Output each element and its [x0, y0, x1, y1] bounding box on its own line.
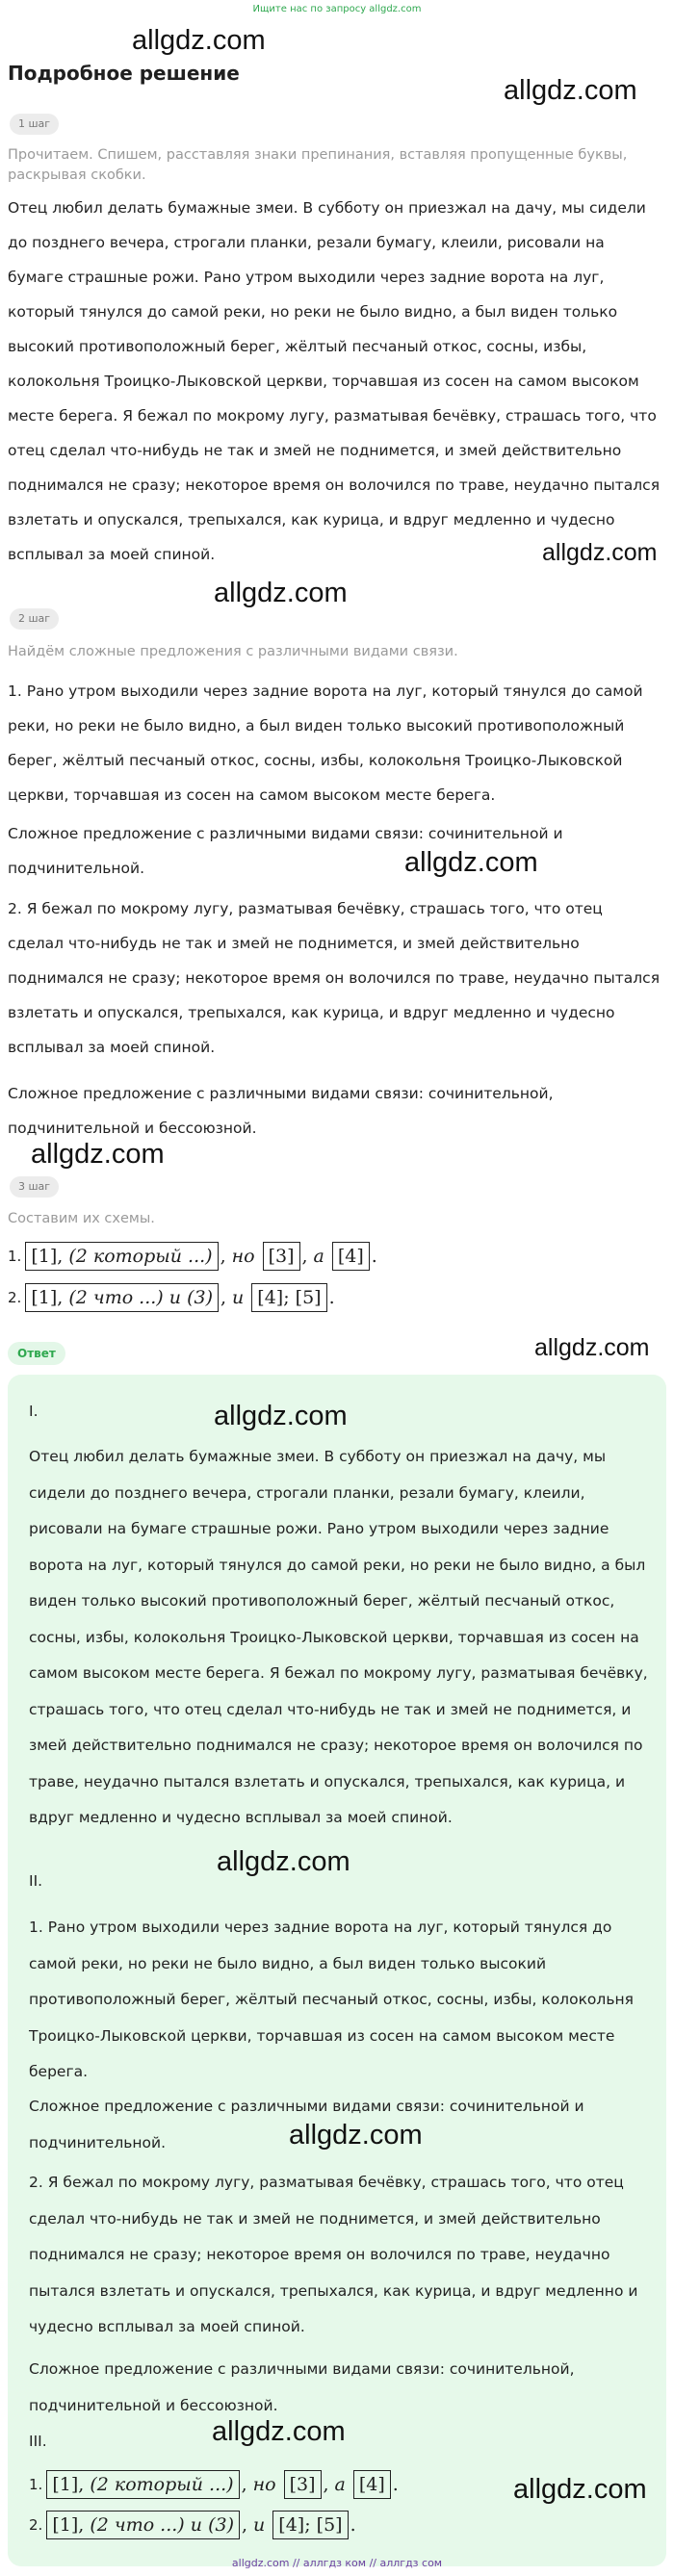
clause: [5]	[295, 1287, 322, 1308]
scheme-number: 1.	[8, 1248, 22, 1265]
step-badge: 1 шаг	[10, 114, 59, 135]
punct: .	[371, 1246, 377, 1267]
clause: (3)	[187, 1287, 213, 1308]
answer-part-label: II.	[29, 1872, 43, 1890]
punct: ,	[57, 1246, 64, 1267]
answer-part-label: III.	[29, 2433, 47, 2450]
answer-paragraph: 2. Я бежал по мокрому лугу, разматывая бечёвку, страшась того, что отец сделал что-нибудь не так и змей не поднимется, и змей действительно поднимался не сразу; некоторое время он волочился по траве, неудачно пытался взлетать и опускался, трепыхался, как курица, и вдруг медленно и чудесно всплывал за моей спиной.	[29, 2174, 638, 2335]
answer-paragraph: 1. Рано утром выходили через задние ворота на луг, который тянулся до самой реки, но реки не было видно, а был виден только высокий противоположный берег, жёлтый песчаный откос, сосны, избы, колокольня Троицко-Лыковской церкви, торчавшая из сосен на самом высоком месте берега.	[29, 1919, 634, 2080]
punct: ,	[241, 2474, 247, 2495]
step-description: Прочитаем. Спишем, расставляя знаки препинания, вставляя пропущенные буквы, раскрывая скобки.	[8, 147, 628, 183]
watermark: allgdz.com	[214, 578, 348, 608]
step-paragraph: 2. Я бежал по мокрому лугу, разматывая бечёвку, страшась того, что отец сделал что-нибудь не так и змей не поднимется, и змей действительно поднимался не сразу; некоторое время он волочился по траве, неудачно пытался взлетать и опускался, трепыхался, как курица, и вдруг медленно и чудесно всплывал за моей спиной.	[8, 900, 661, 1056]
scheme-1	[8, 1240, 377, 1273]
clause: [5]	[316, 2514, 343, 2536]
punct: ,	[323, 2474, 329, 2495]
answer-paragraph: Сложное предложение с различными видами связи: сочинительной и подчинительной.	[29, 2098, 584, 2151]
scheme-outer-box	[25, 1283, 219, 1312]
punct: ,	[78, 2474, 85, 2495]
conjunction: и	[253, 2514, 266, 2536]
top-banner[interactable]: Ищите нас по запросу allgdz.com	[252, 4, 422, 14]
clause: (2 что ...)	[90, 2514, 185, 2536]
conjunction: но	[231, 1246, 255, 1267]
watermark: allgdz.com	[212, 2416, 346, 2447]
conjunction: а	[334, 2474, 346, 2495]
answer-part-label: I.	[29, 1403, 39, 1420]
watermark: allgdz.com	[289, 2120, 423, 2151]
step-badge: 3 шаг	[10, 1176, 59, 1198]
punct: ,	[220, 1287, 227, 1308]
punct: ,	[241, 2514, 248, 2536]
watermark: allgdz.com	[504, 75, 637, 106]
clause-box: [3]	[263, 1242, 300, 1271]
punct: ;	[304, 2514, 311, 2536]
punct: ,	[78, 2514, 85, 2536]
step-text: Отец любил делать бумажные змеи. В субботу он приезжал на дачу, мы сидели до позднего вечера, строгали планки, резали бумагу, клеили, рисовали на бумаге страшные рожи. Рано утром выходили через задние ворота на луг, который тянулся до самой реки, но реки не было видно, а был виден только высокий противоположный берег, жёлтый песчаный откос, сосны, избы, колокольня Троицко-Лыковской церкви, торчавшая из сосен на самом высоком месте берега. Я бежал по мокрому лугу, разматывая бечёвку, страшась того, что отец сделал что-нибудь не так и змей не поднимется, и змей действительно поднимался не сразу; некоторое время он волочился по траве, неудачно пытался взлетать и опускался, трепыхался, как курица, и вдруг медленно и чудесно всплывал за моей спиной.	[8, 199, 661, 563]
punct: .	[350, 2514, 356, 2536]
scheme-2	[8, 1281, 335, 1314]
scheme-outer-box	[46, 2511, 240, 2539]
step-description: Составим их схемы.	[8, 1211, 155, 1226]
conjunction: а	[313, 1246, 324, 1267]
scheme-number: 2.	[29, 2516, 43, 2534]
watermark: allgdz.com	[534, 1334, 650, 1361]
step-paragraph: Сложное предложение с различными видами связи: сочинительной и подчинительной.	[8, 825, 563, 877]
punct: ,	[220, 1246, 226, 1267]
punct: ,	[301, 1246, 308, 1267]
step-badge: 2 шаг	[10, 608, 59, 630]
punct: .	[328, 1287, 335, 1308]
clause: [4]	[278, 2514, 305, 2536]
punct: .	[392, 2474, 399, 2495]
clause: [1]	[52, 2474, 79, 2495]
clause: (2 который ...)	[90, 2474, 234, 2495]
scheme-outer-box	[25, 1242, 218, 1271]
clause: (2 который ...)	[68, 1246, 213, 1267]
watermark: allgdz.com	[214, 1401, 348, 1431]
conjunction: и	[168, 1287, 182, 1308]
clause: [1]	[31, 1287, 58, 1308]
punct: ,	[57, 1287, 64, 1308]
step-paragraph: 1. Рано утром выходили через задние ворота на луг, который тянулся до самой реки, но реки не было видно, а был виден только высокий противоположный берег, жёлтый песчаный откос, сосны, избы, колокольня Троицко-Лыковской церкви, торчавшая из сосен на самом высоком месте берега.	[8, 683, 643, 804]
watermark: allgdz.com	[542, 539, 658, 566]
answer-text: Отец любил делать бумажные змеи. В субботу он приезжал на дачу, мы сидели до позднего вечера, строгали планки, резали бумагу, клеили, рисовали на бумаге страшные рожи. Рано утром выходили через задние ворота на луг, который тянулся до самой реки, но реки не было видно, а был виден только высокий противоположный берег, жёлтый песчаный откос, сосны, избы, колокольня Троицко-Лыковской церкви, торчавшая из сосен на самом высоком месте берега. Я бежал по мокрому лугу, разматывая бечёвку, страшась того, что отец сделал что-нибудь не так и змей не поднимется, и змей действительно поднимался не сразу; некоторое время он волочился по траве, неудачно пытался взлетать и опускался, трепыхался, как курица, и вдруг медленно и чудесно всплывал за моей спиной.	[29, 1448, 648, 1826]
answer-scheme-1	[29, 2468, 399, 2501]
scheme-number: 1.	[29, 2476, 43, 2493]
step-paragraph: Сложное предложение с различными видами связи: сочинительной, подчинительной и бессоюзной.	[8, 1085, 554, 1137]
clause: [4]	[257, 1287, 284, 1308]
answer-badge: Ответ	[8, 1342, 65, 1365]
clause-box: [4]	[353, 2470, 391, 2499]
answer-scheme-2	[29, 2509, 356, 2541]
watermark: allgdz.com	[513, 2474, 647, 2505]
answer-paragraph: Сложное предложение с различными видами связи: сочинительной, подчинительной и бессоюзной.	[29, 2360, 575, 2414]
clause: (2 что ...)	[68, 1287, 164, 1308]
watermark: allgdz.com	[404, 847, 538, 878]
scheme-outer-box	[46, 2470, 239, 2499]
clause-box: [3]	[284, 2470, 322, 2499]
scheme-number: 2.	[8, 1289, 22, 1306]
conjunction: и	[190, 2514, 203, 2536]
page-title: Подробное решение	[8, 62, 240, 85]
clause: [1]	[52, 2514, 79, 2536]
watermark: allgdz.com	[217, 1846, 350, 1877]
conjunction: и	[232, 1287, 245, 1308]
watermark: allgdz.com	[132, 25, 266, 56]
clause-box: [4]	[332, 1242, 370, 1271]
watermark: allgdz.com	[31, 1139, 165, 1170]
clause: (3)	[208, 2514, 234, 2536]
clause: [1]	[31, 1246, 58, 1267]
clause-box	[251, 1283, 326, 1312]
clause-box	[272, 2511, 348, 2539]
conjunction: но	[252, 2474, 276, 2495]
punct: ;	[283, 1287, 290, 1308]
footer-links[interactable]: allgdz.com // аллгдз ком // аллгдз сом	[231, 2557, 443, 2569]
step-description: Найдём сложные предложения с различными видами связи.	[8, 644, 458, 659]
